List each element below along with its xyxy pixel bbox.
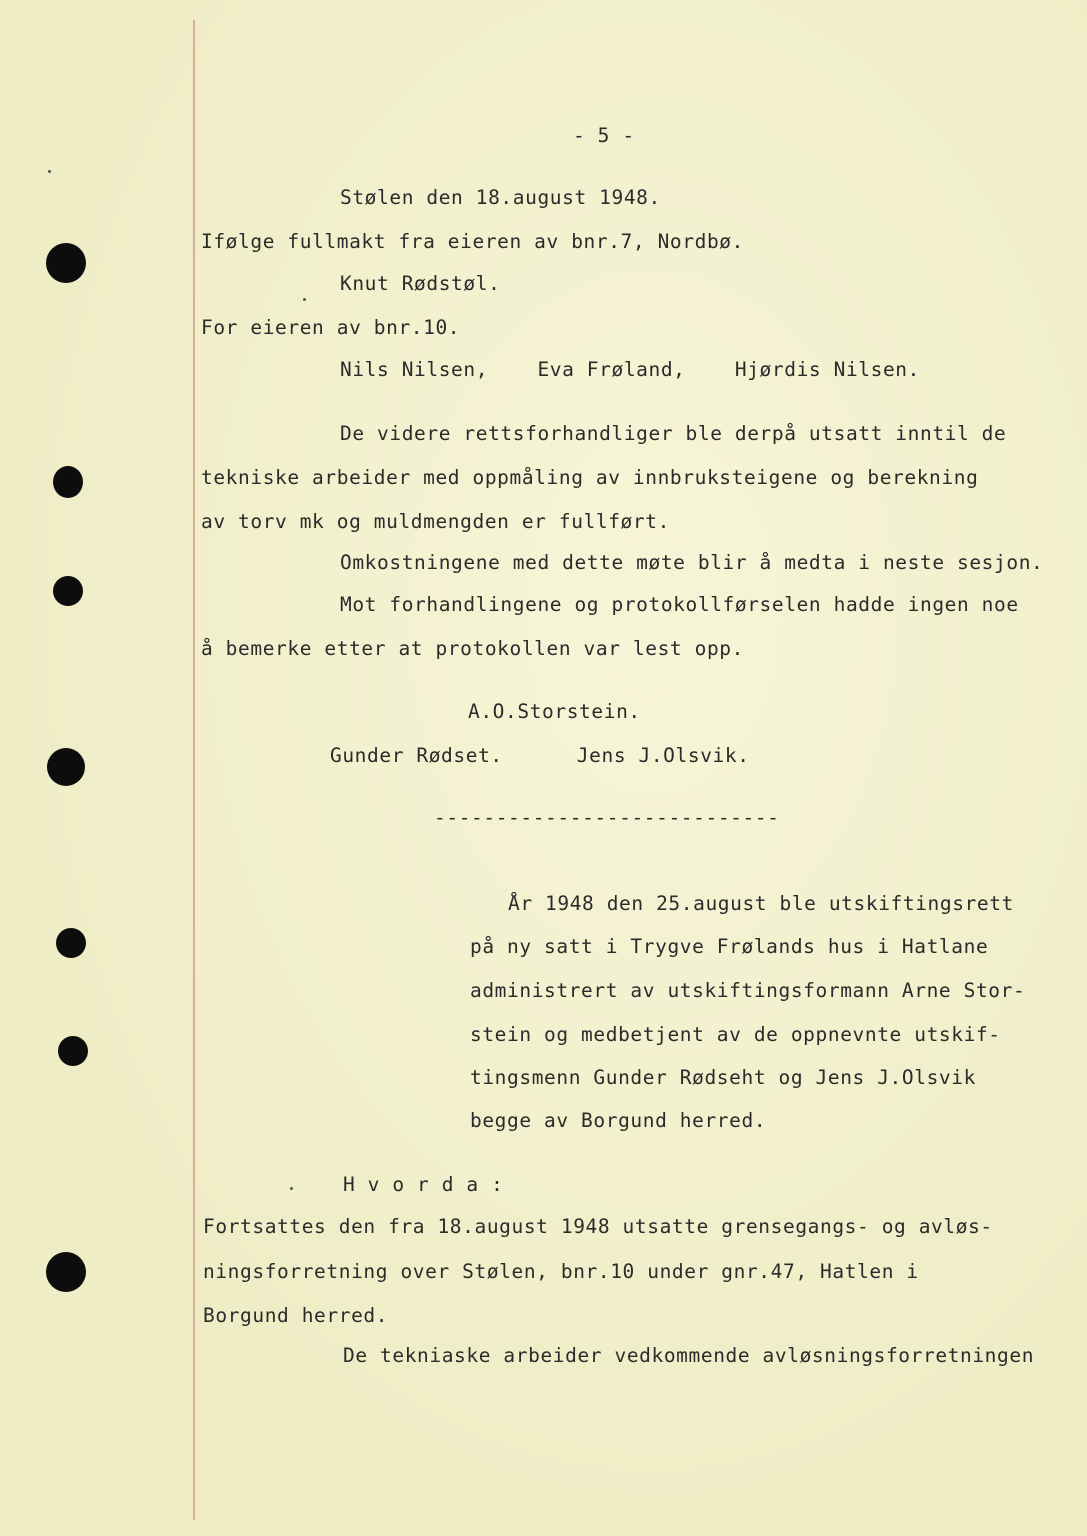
- text-line: Omkostningene med dette møte blir å medta i neste sesjon.: [340, 551, 1044, 574]
- punch-hole: [56, 928, 86, 958]
- text-line: Nils Nilsen, Eva Frøland, Hjørdis Nilsen.: [340, 358, 920, 381]
- text-line: Fortsattes den fra 18.august 1948 utsatte grensegangs- og avløs-: [203, 1215, 993, 1238]
- text-line: på ny satt i Trygve Frølands hus i Hatlane: [470, 935, 989, 958]
- text-line: stein og medbetjent av de oppnevnte utskif-: [470, 1023, 1001, 1046]
- text-line: År 1948 den 25.august ble utskiftingsrett: [508, 892, 1014, 915]
- text-line: For eieren av bnr.10.: [201, 316, 461, 339]
- text-line: De tekniaske arbeider vedkommende avløsningsforretningen: [343, 1344, 1035, 1367]
- margin-rule: [193, 20, 195, 1520]
- signature-line: A.O.Storstein.: [468, 700, 641, 723]
- text-line: Borgund herred.: [203, 1304, 389, 1327]
- ink-speck: [48, 170, 51, 173]
- text-line: Mot forhandlingene og protokollførselen hadde ingen noe: [340, 593, 1019, 616]
- text-line: De videre rettsforhandliger ble derpå utsatt inntil de: [340, 422, 1007, 445]
- punch-hole: [53, 576, 83, 606]
- text-line: begge av Borgund herred.: [470, 1109, 767, 1132]
- punch-hole: [58, 1036, 88, 1066]
- punch-hole: [47, 748, 85, 786]
- punch-hole: [53, 466, 83, 498]
- separator-dashes: ----------------------------: [434, 806, 780, 829]
- text-line: Stølen den 18.august 1948.: [340, 186, 661, 209]
- text-line: av torv mk og muldmengden er fullført.: [201, 510, 670, 533]
- text-line: å bemerke etter at protokollen var lest opp.: [201, 637, 744, 660]
- page-number: - 5 -: [573, 124, 635, 147]
- text-line: Knut Rødstøl.: [340, 272, 501, 295]
- section-heading: H v o r d a :: [343, 1173, 504, 1196]
- text-line: administrert av utskiftingsformann Arne Stor-: [470, 979, 1026, 1002]
- punch-hole: [46, 243, 86, 283]
- ink-speck: [290, 1187, 293, 1190]
- text-line: tekniske arbeider med oppmåling av innbruksteigene og berekning: [201, 466, 979, 489]
- text-line: tingsmenn Gunder Rødseht og Jens J.Olsvik: [470, 1066, 976, 1089]
- ink-speck: [303, 298, 306, 301]
- text-line: ningsforretning over Stølen, bnr.10 under gnr.47, Hatlen i: [203, 1260, 919, 1283]
- text-line: Ifølge fullmakt fra eieren av bnr.7, Nordbø.: [201, 230, 744, 253]
- signature-line: Gunder Rødset. Jens J.Olsvik.: [330, 744, 750, 767]
- punch-hole: [46, 1252, 86, 1292]
